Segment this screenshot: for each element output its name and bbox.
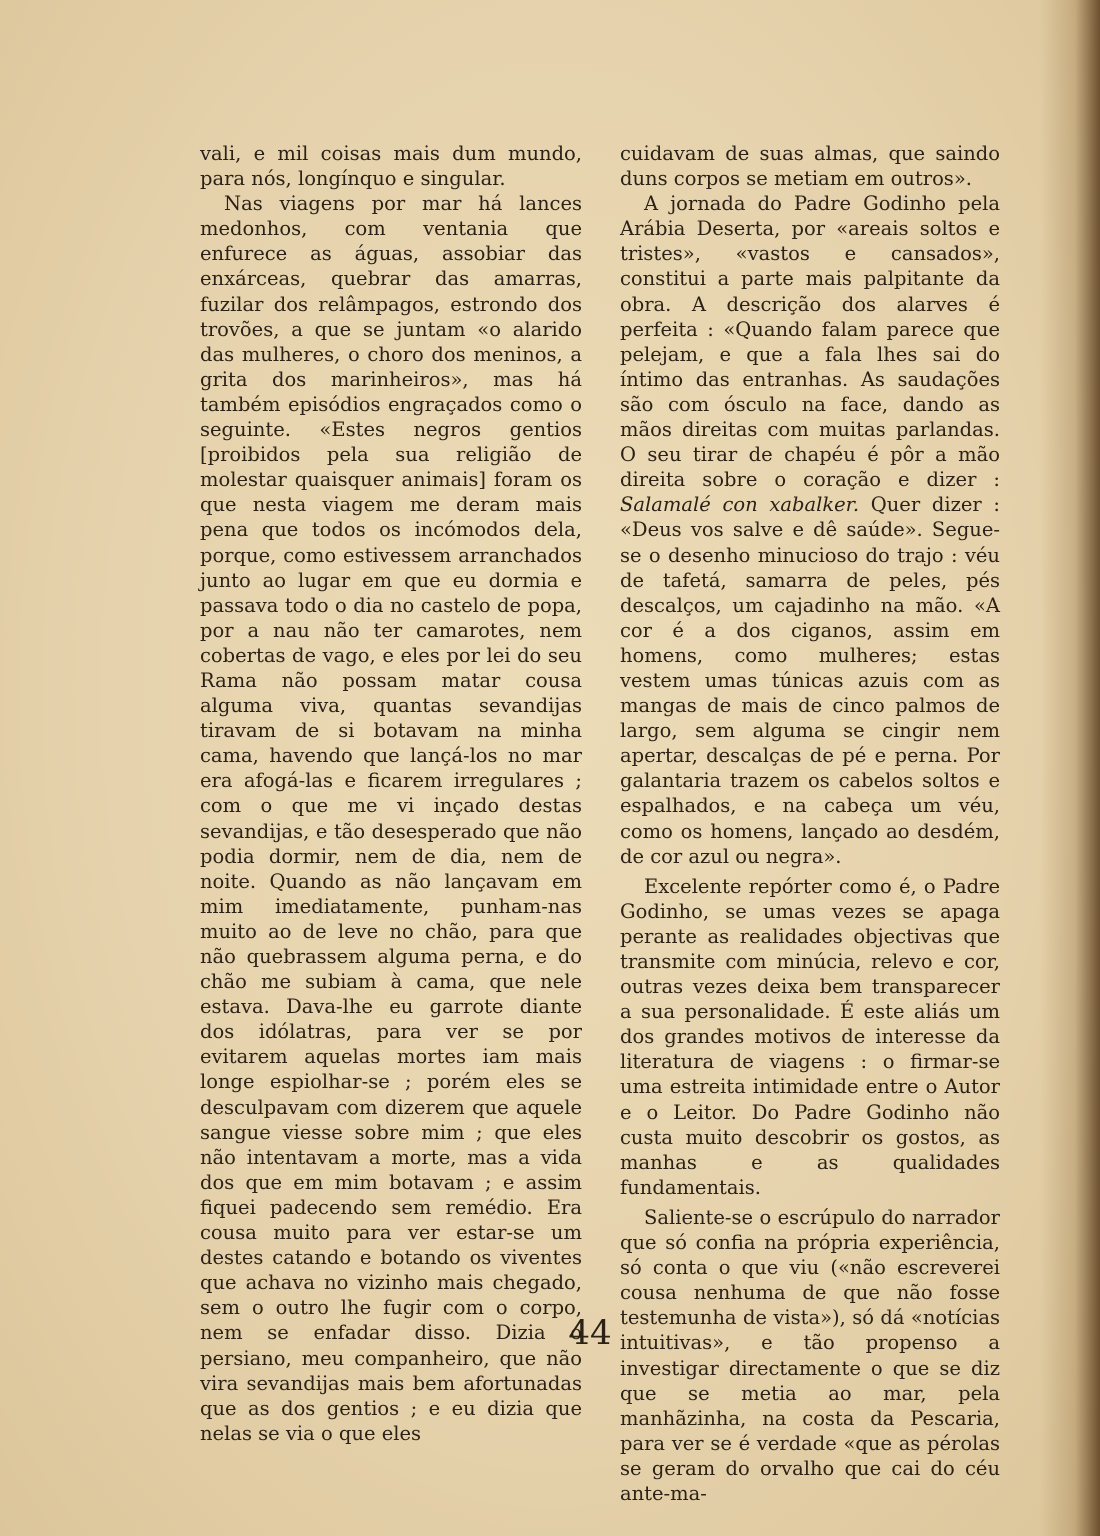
paragraph <box>620 191 1000 869</box>
paragraph: Excelente repórter como é, o Padre Godinho, se umas vezes se apaga perante as realidades objectivas que transmite com minúcia, relevo e cor, outras vezes deixa bem transparecer a sua personalidade. É este aliás um dos grandes motivos de interesse da literatura de viagens : o firmar-se uma estreita intimidade entre o Autor e o Leitor. Do Padre Godinho não custa muito descobrir os gostos, as manhas e as qualidades fundamentais. <box>620 874 1000 1199</box>
right-text-column <box>620 141 1000 1506</box>
paragraph: Saliente-se o escrúpulo do narrador que só confia na própria experiência, só conta o que viu («não escreverei cousa nenhuma de que não fosse testemunha de vista»), só dá «notícias intuitivas», e tão propenso a investigar directamente o que se diz que se metia ao mar, pela manhãzinha, na costa da Pescaria, para ver se é verdade «que as pérolas se geram do orvalho que cai do céu ante-ma- <box>620 1205 1000 1505</box>
page-number: 44 <box>568 1313 612 1353</box>
text-run: Quer dizer : «Deus vos salve e dê saúde». Segue-se o desenho minucioso do trajo : véu de tafetá, samarra de peles, pés descalços, um cajadinho na mão. «A cor é a dos ciganos, assim em homens, como mulheres; estas vestem umas túnicas azuis com as mangas de mais de cinco palmos de largo, sem alguma se cingir nem apertar, descalças de pé e perna. Por galantaria trazem os cabelos soltos e espalhados, e na cabeça um véu, como os homens, lançado ao desdém, de cor azul ou negra». <box>620 493 1000 868</box>
left-text-column <box>200 141 582 1446</box>
text-run: A jornada do Padre Godinho pela Arábia Deserta, por «areais soltos e tristes», «vastos e cansados», constitui a parte mais palpitante da obra. A descrição dos alarves é perfeita : «Quando falam parece que pelejam, e que a fala lhes sai do íntimo das entranhas. As saudações são com ósculo na face, dando as mãos direitas com muitas parlandas. O seu tirar de chapéu é pôr a mão direita sobre o coração e dizer : <box>620 192 1000 492</box>
paragraph: cuidavam de suas almas, que saindo duns corpos se metiam em outros». <box>620 142 1000 191</box>
paragraph: vali, e mil coisas mais dum mundo, para nós, longínquo e singular. <box>200 142 582 191</box>
italic-quote: Salamalé con xabalker. <box>620 493 860 517</box>
paragraph: Nas viagens por mar há lances medonhos, com ventania que enfurece as águas, assobiar das enxárceas, quebrar das amarras, fuzilar dos relâmpagos, estrondo dos trovões, a que se juntam «o alarido das mulheres, o choro dos meninos, a grita dos marinheiros», mas há também episódios engraçados como o seguinte. «Estes negros gentios [proibidos pela sua religião de molestar quaisquer animais] foram os que nesta viagem me deram mais pena que todos os incómodos dela, porque, como estivessem arranchados junto ao lugar em que eu dormia e passava todo o dia no castelo de popa, por a nau não ter camarotes, nem cobertas de vago, e eles por lei do seu Rama não possam matar cousa alguma viva, quantas sevandijas tiravam de si botavam na minha cama, havendo que lançá-los no mar era afogá-las e ficarem irregulares ; com o que me vi inçado destas sevandijas, e tão desesperado que não podia dormir, nem de dia, nem de noite. Quando as não lançavam em mim imediatamente, punham-nas muito ao de leve no chão, para que não quebrassem alguma perna, e do chão me subiam à cama, que nele estava. Dava-lhe eu garrote diante dos idólatras, para ver se por evitarem aquelas mortes iam mais longe espiolhar-se ; porém eles se desculpavam com dizerem que aquele sangue viesse sobre mim ; que eles não intentavam a morte, mas a vida dos que em mim botavam ; e assim fiquei padecendo sem remédio. Era cousa muito para ver estar-se um destes catando e botando os viventes que achava no vizinho mais chegado, sem o outro lhe fugir com o corpo, nem se enfadar disso. Dizia o persiano, meu companheiro, que não vira sevandijas mais bem afortunadas que as dos gentios ; e eu dizia que nelas se via o que eles <box>200 192 582 1445</box>
